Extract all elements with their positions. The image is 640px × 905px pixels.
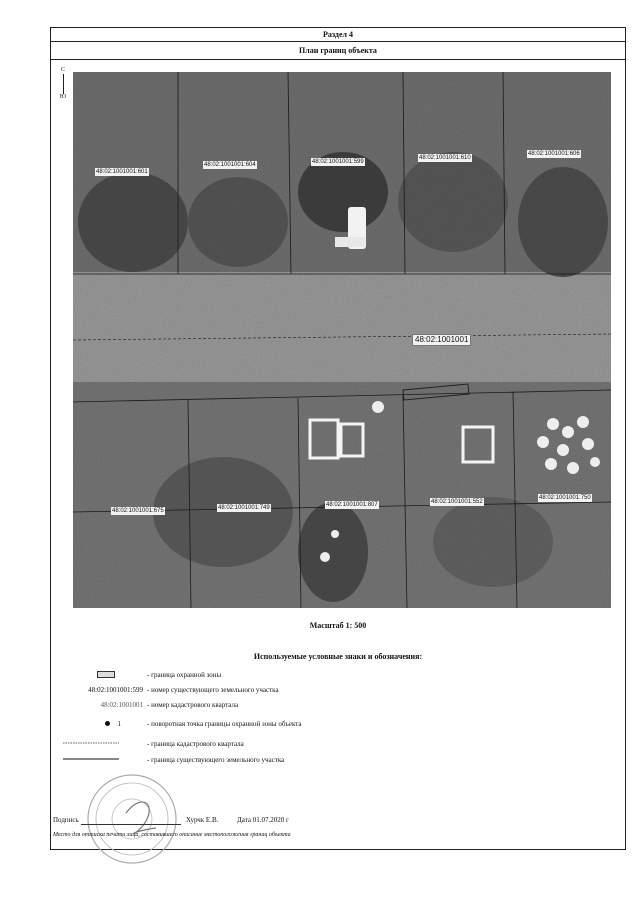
- legend-item: [51, 701, 625, 715]
- quarter-label: 48:02:1001001: [412, 334, 471, 346]
- parcel-label: 48:02:1001001:606: [528, 151, 580, 157]
- legend-item: [51, 740, 625, 754]
- signature-date: Дата 01.07.2020 г: [237, 816, 289, 824]
- north-label: С: [60, 67, 65, 73]
- legend-desc: - граница охранной зоны: [147, 671, 222, 679]
- parcel-boundary-symbol: [51, 756, 143, 764]
- protection-zone-symbol: [51, 671, 143, 681]
- parcel-label: 48:02:1001001:750: [539, 495, 591, 501]
- legend-desc: - граница существующего земельного участка: [147, 756, 285, 764]
- parcel-label: 48:02:1001001:610: [419, 155, 471, 161]
- turning-point-symbol: [51, 720, 143, 728]
- parcel-label: 48:02:1001001:675: [112, 508, 164, 514]
- scale-label: Масштаб 1: 500: [309, 621, 367, 630]
- signer-name: Хурчк Е.В.: [186, 816, 219, 824]
- quarter-boundary-symbol: [51, 740, 143, 748]
- north-arrow: [58, 67, 68, 101]
- legend-desc: - номер кадастрового квартала: [147, 701, 239, 709]
- parcel-label: 48:02:1001001:552: [431, 499, 483, 505]
- point-dot-icon: [105, 721, 110, 726]
- legend-item: [51, 686, 625, 700]
- parcel-label: 48:02:1001001:749: [218, 505, 270, 511]
- parcel-label: 48:02:1001001:601: [96, 169, 148, 175]
- south-label: Ю: [59, 94, 67, 100]
- legend-desc: - поворотная точка границы охранной зоны объекта: [147, 720, 302, 728]
- legend-item: [51, 756, 625, 770]
- legend-item: [51, 671, 625, 685]
- aerial-map: [73, 72, 611, 608]
- point-number: 1: [117, 720, 121, 728]
- legend-desc: - номер существующего земельного участка: [147, 686, 279, 694]
- seal-stamp: [86, 773, 178, 865]
- plan-title: План границ объекта: [51, 42, 625, 60]
- parcel-label: 48:02:1001001:604: [204, 162, 256, 168]
- legend-desc: - граница кадастрового квартала: [147, 740, 244, 748]
- parcel-label: 48:02:1001001:599: [312, 159, 364, 165]
- signature-label: Подпись: [53, 816, 79, 824]
- parcel-label: 48:02:1001001:807: [326, 502, 378, 508]
- signature-line: [81, 824, 181, 825]
- quarter-number-symbol: 48:02:1001001: [100, 701, 143, 709]
- seal-note: Место для оттиска печати лица, составившего описание местоположения границ объекта: [53, 832, 291, 838]
- parcel-number-symbol: 48:02:1001001:599: [88, 686, 143, 694]
- section-title: Раздел 4: [51, 28, 625, 42]
- north-arrow-shaft: [63, 74, 64, 94]
- document-frame: [50, 27, 626, 850]
- legend-title: Используемые условные знаки и обозначения:: [253, 652, 423, 661]
- legend-item: [51, 720, 625, 734]
